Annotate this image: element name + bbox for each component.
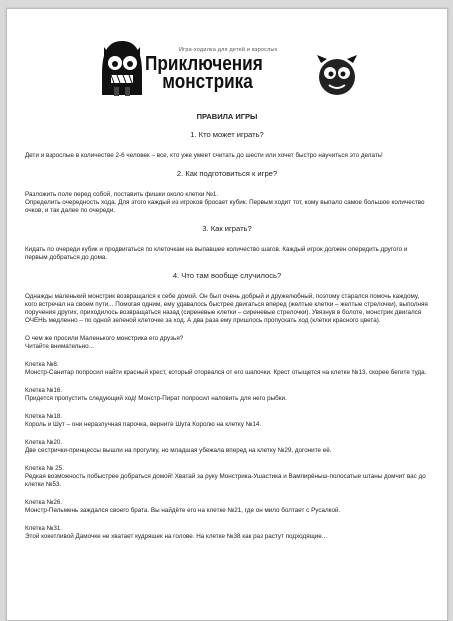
cell-label: Клетка №20.: [25, 439, 63, 446]
cell-text: Король и Шут – они неразлучная парочка, верните Шута Королю на клетку №14.: [25, 421, 262, 428]
cell-label: Клетка №18.: [25, 413, 63, 420]
section-heading-2: 2. Как подготовиться к игре?: [176, 169, 278, 178]
cell-text: Редкая возможность побыстрее добраться домой! Хватай за руку Монстрика-Ушастика и Вампирёныш-полосатые штаны домчит вас до клетки №53.: [25, 473, 426, 488]
cell-item: [25, 499, 429, 515]
cell-text: Две сестрички-принцессы вышли на прогулку, но младшая убежала вперед на клетку №29, догоните её.: [25, 447, 332, 454]
cell-text: Монстр-Санитар попросил найти красный крест, который оторвался от его шапочки. Крест отыщется на клетке №13, скорее бегите туда.: [25, 369, 427, 376]
cell-label: Клетка №16.: [25, 387, 63, 394]
document-page: [6, 8, 448, 621]
rules-title: ПРАВИЛА ИГРЫ: [196, 112, 258, 121]
section-text-2: [25, 191, 429, 215]
title-line-1: Приключения: [145, 53, 263, 75]
section-text-1: Дети и взрослые в количестве 2-6 человек – все, кто уже умеет считать до шести или хочет быстро научиться это делать!: [25, 152, 383, 159]
game-title: [145, 55, 263, 91]
section-heading-4: 4. Что там вообще случилось?: [172, 271, 282, 280]
section-text-3: Кидать по очереди кубик и продвигаться по клеточкам на выпавшее количество шагов. Каждый игрок должен опередить другого и первым добраться до дома.: [25, 246, 408, 261]
section-text-2a: Разложить поле перед собой, поставить фишки около клетки №1.: [25, 191, 219, 198]
section-heading-1: 1. Кто может играть?: [190, 130, 264, 139]
cell-item: [25, 361, 429, 377]
read-prompt: Читайте внимательно...: [25, 343, 94, 350]
question-block: [25, 335, 429, 351]
question: О чем же просили Маленького монстрика его друзья?: [25, 335, 184, 342]
cell-text: Монстр-Пельмень заждался своего брата. Вы найдёте его на клетке №21, где он мило болтает с Русалкой.: [25, 507, 341, 514]
cell-item: [25, 413, 429, 429]
game-subtitle: Игра-ходилка для детей и взрослых: [179, 47, 278, 53]
header: [7, 9, 447, 95]
cell-item: [25, 525, 429, 541]
section-heading-3: 3. Как играть?: [202, 224, 252, 233]
section-text-4: Однажды маленький монстрик возвращался к себе домой. Он был очень добрый и дружелюбный, поэтому старался помочь каждому, кого встречал на своем пути... Помогая одним, ему удавалось быстрее двигаться вперед (желтые клетки – желтые стрелочки), выполняя поручения других, приходилось возвращаться назад (сиреневые клетки – сиреневые стрелочки). Увязнув в болоте, монстрик двигался ОЧЕНЬ медленно – по одной зеленой клеточке за ход. А два раза ему пришлось пропускать ход (клетки красного цвета).: [25, 293, 428, 324]
cell-label: Клетка №26.: [25, 499, 63, 506]
cell-text: Придется пропустить следующий ход! Монстр-Пират попросил наловить для него рыбки.: [25, 395, 287, 402]
section-text-2b: Определить очередность хода. Для этого каждый из игроков бросает кубик. Первым ходит тот, кому выпало самое большое количество очков, и так далее по очереди.: [25, 199, 425, 214]
cell-text: Этой кокетливой Дамочке не хватает кудряшек на голове. На клетке №38 как раз растут подходящие...: [25, 533, 328, 540]
cell-label: Клетка № 25.: [25, 465, 64, 472]
monster-right-icon: [315, 53, 359, 97]
cell-item: [25, 465, 429, 489]
cell-label: Клетка №31.: [25, 525, 63, 532]
cell-label: Клетка №8.: [25, 361, 59, 368]
monster-left-icon: [100, 39, 144, 97]
title-line-2: монстрика: [162, 71, 253, 93]
cell-item: [25, 439, 429, 455]
rules-content: [25, 101, 429, 551]
cell-item: [25, 387, 429, 403]
